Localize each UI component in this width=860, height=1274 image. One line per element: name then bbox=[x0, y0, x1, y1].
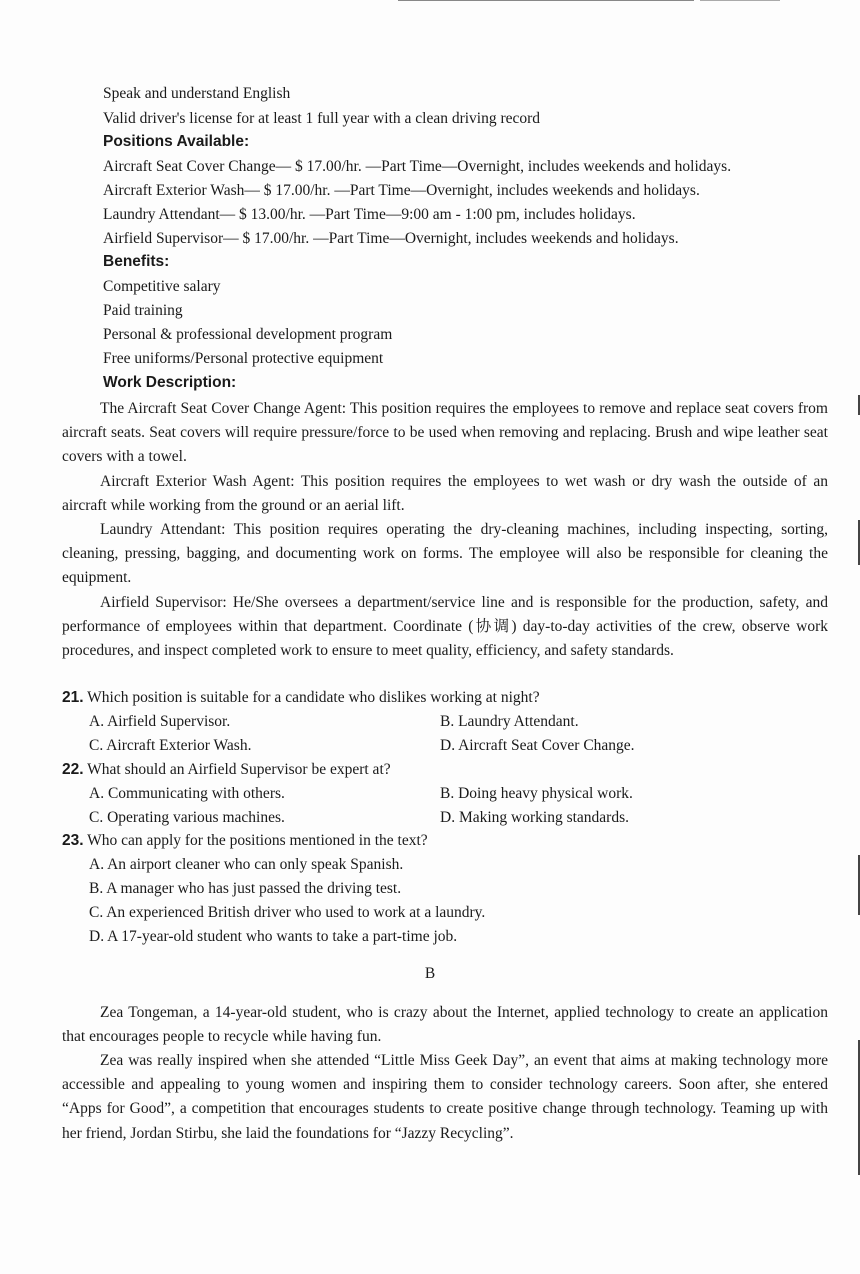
answer-option[interactable]: B. A manager who has just passed the driving test. bbox=[89, 880, 402, 897]
answer-option[interactable]: C. Aircraft Exterior Wash. bbox=[89, 737, 252, 754]
answer-option[interactable]: C. Operating various machines. bbox=[89, 809, 285, 826]
answer-option[interactable]: C. An experienced British driver who used to work at a laundry. bbox=[89, 904, 486, 921]
work-paragraph-text: Laundry Attendant: This position requires operating the dry-cleaning machines, including inspecting, sorting, cleaning, pressing, bagging, and documenting work on forms. The employee will also be responsible for cleaning the equipment. bbox=[62, 521, 828, 587]
work-paragraph-text: Aircraft Exterior Wash Agent: This position requires the employees to wet wash or dry wash the outside of an aircraft while working from the ground or an aerial lift. bbox=[62, 473, 828, 515]
question bbox=[62, 760, 391, 780]
answer-option[interactable]: B. Laundry Attendant. bbox=[440, 713, 579, 730]
question-number: 22. bbox=[62, 761, 84, 778]
question-number: 23. bbox=[62, 832, 84, 849]
scan-top-rule bbox=[398, 0, 694, 1]
scan-top-rule bbox=[700, 0, 780, 1]
work-paragraph bbox=[62, 470, 828, 518]
passage-paragraph-text: Zea Tongeman, a 14-year-old student, who is crazy about the Internet, applied technology to create an application that encourages people to recycle while having fun. bbox=[62, 1004, 828, 1046]
work-heading: Work Description: bbox=[103, 374, 237, 391]
answer-option[interactable]: A. Communicating with others. bbox=[89, 785, 285, 802]
positions-heading: Positions Available: bbox=[103, 133, 250, 150]
benefit-line: Personal & professional development program bbox=[103, 326, 393, 343]
requirement-line: Speak and understand English bbox=[103, 85, 291, 102]
position-line: Aircraft Exterior Wash— $ 17.00/hr. —Part Time—Overnight, includes weekends and holidays. bbox=[103, 182, 700, 199]
benefit-line: Free uniforms/Personal protective equipment bbox=[103, 350, 384, 367]
benefit-line: Paid training bbox=[103, 302, 183, 319]
work-paragraph-text: Airfield Supervisor: He/She oversees a department/service line and is responsible for the production, safety, and performance of employees within that department. Coordinate (协调) day-to-day activities of the crew, observe work procedures, and inspect completed work to ensure to meet quality, efficiency, and safety standards. bbox=[62, 594, 828, 660]
question bbox=[62, 688, 540, 708]
answer-option[interactable]: B. Doing heavy physical work. bbox=[440, 785, 633, 802]
passage-paragraph bbox=[62, 1049, 828, 1146]
question-text: Which position is suitable for a candidate who dislikes working at night? bbox=[87, 689, 540, 706]
answer-option[interactable]: D. Aircraft Seat Cover Change. bbox=[440, 737, 635, 754]
work-paragraph-text: The Aircraft Seat Cover Change Agent: This position requires the employees to remove and replace seat covers from aircraft seats. Seat covers will require pressure/force to be used when removing and replacing. Brush and wipe leather seat covers with a towel. bbox=[62, 400, 828, 466]
question-number: 21. bbox=[62, 689, 84, 706]
passage-paragraph bbox=[62, 1001, 828, 1049]
position-line: Laundry Attendant— $ 13.00/hr. —Part Time—9:00 am - 1:00 pm, includes holidays. bbox=[103, 206, 636, 223]
work-paragraph bbox=[62, 518, 828, 591]
question-text: What should an Airfield Supervisor be expert at? bbox=[87, 761, 391, 778]
question-text: Who can apply for the positions mentioned in the text? bbox=[87, 832, 428, 849]
answer-option[interactable]: A. Airfield Supervisor. bbox=[89, 713, 231, 730]
answer-option[interactable]: A. An airport cleaner who can only speak Spanish. bbox=[89, 856, 404, 873]
work-paragraph bbox=[62, 397, 828, 470]
benefits-heading: Benefits: bbox=[103, 253, 170, 270]
position-line: Aircraft Seat Cover Change— $ 17.00/hr. —Part Time—Overnight, includes weekends and holidays. bbox=[103, 158, 732, 175]
position-line: Airfield Supervisor— $ 17.00/hr. —Part Time—Overnight, includes weekends and holidays. bbox=[103, 230, 679, 247]
answer-option[interactable]: D. A 17-year-old student who wants to take a part-time job. bbox=[89, 928, 458, 945]
answer-option[interactable]: D. Making working standards. bbox=[440, 809, 629, 826]
requirement-line: Valid driver's license for at least 1 full year with a clean driving record bbox=[103, 110, 541, 127]
work-paragraph bbox=[62, 591, 828, 664]
benefit-line: Competitive salary bbox=[103, 278, 221, 295]
question bbox=[62, 831, 428, 851]
section-heading: B bbox=[424, 965, 436, 982]
passage-paragraph-text: Zea was really inspired when she attended “Little Miss Geek Day”, an event that aims at making technology more accessible and appealing to young women and inspiring them to consider technology careers. Soon after, she entered “Apps for Good”, a competition that encourages students to create positive change through technology. Teaming up with her friend, Jordan Stirbu, she laid the foundations for “Jazzy Recycling”. bbox=[62, 1052, 828, 1142]
